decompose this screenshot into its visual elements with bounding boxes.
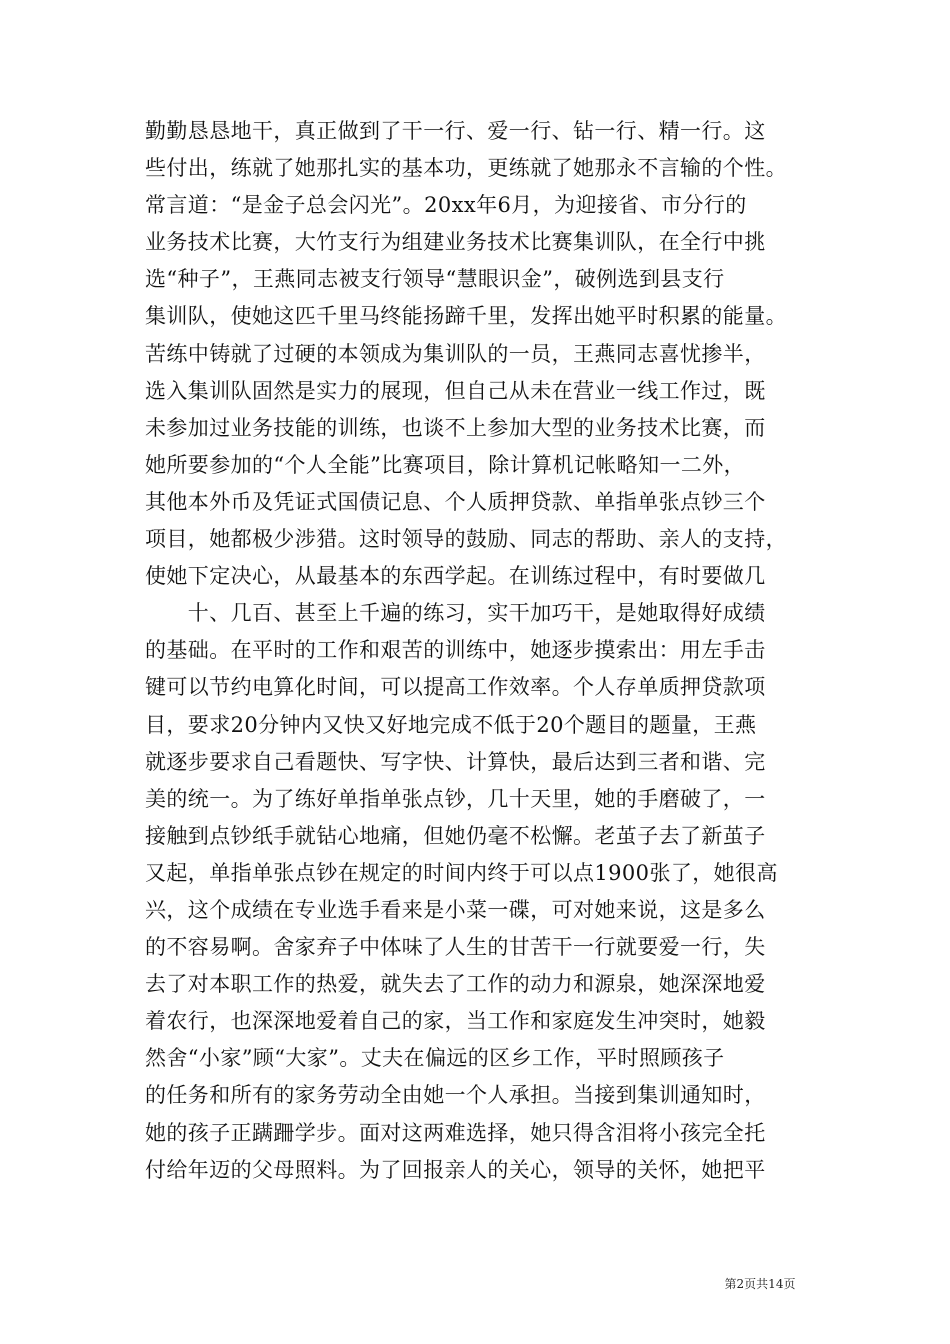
text-line: 的任务和所有的家务劳动全由她一个人承担。当接到集训通知时， bbox=[145, 1083, 766, 1108]
text-line: 又起，单指单张点钞在规定的时间内终于可以点1900张了，她很高 bbox=[145, 860, 778, 885]
text-line: 着农行，也深深地爱着自己的家，当工作和家庭发生冲突时，她毅 bbox=[145, 1009, 766, 1034]
text-line: 使她下定决心，从最基本的东西学起。在训练过程中，有时要做几 bbox=[145, 564, 766, 589]
text-line: 的基础。在平时的工作和艰苦的训练中，她逐步摸索出：用左手击 bbox=[145, 638, 766, 663]
text-line: 其他本外币及凭证式国债记息、个人质押贷款、单指单张点钞三个 bbox=[145, 489, 766, 514]
text-line: 接触到点钞纸手就钻心地痛，但她仍毫不松懈。老茧子去了新茧子 bbox=[145, 823, 766, 848]
text-line: 常言道：“是金子总会闪光”。20xx年6月，为迎接省、市分行的 bbox=[145, 193, 747, 218]
text-line: 目，要求20分钟内又快又好地完成不低于20个题目的题量，王燕 bbox=[145, 712, 757, 737]
text-line: 业务技术比赛，大竹支行为组建业务技术比赛集训队，在全行中挑 bbox=[145, 230, 766, 255]
text-line: 就逐步要求自己看题快、写字快、计算快，最后达到三者和谐、完 bbox=[145, 749, 766, 774]
text-line: 她所要参加的“个人全能”比赛项目，除计算机记帐略知一二外， bbox=[145, 452, 746, 477]
text-line: 她的孩子正蹒跚学步。面对这两难选择，她只得含泪将小孩完全托 bbox=[145, 1120, 766, 1145]
text-line: 的不容易啊。舍家弃子中体味了人生的甘苦干一行就要爱一行，失 bbox=[145, 935, 766, 960]
page-number: 第2页共14页 bbox=[724, 1277, 796, 1291]
text-line: 去了对本职工作的热爱，就失去了工作的动力和源泉，她深深地爱 bbox=[145, 972, 766, 997]
text-line: 未参加过业务技能的训练，也谈不上参加大型的业务技术比赛，而 bbox=[145, 415, 766, 440]
text-line: 项目，她都极少涉猎。这时领导的鼓励、同志的帮助、亲人的支持， bbox=[145, 527, 787, 552]
text-line: 十、几百、甚至上千遍的练习，实干加巧干，是她取得好成绩 bbox=[145, 601, 766, 626]
text-line: 美的统一。为了练好单指单张点钞，几十天里，她的手磨破了，一 bbox=[145, 786, 766, 811]
text-line: 选“种子”，王燕同志被支行领导“慧眼识金”，破例选到县支行 bbox=[145, 267, 725, 292]
text-line: 选入集训队固然是实力的展现，但自己从未在营业一线工作过，既 bbox=[145, 378, 766, 403]
text-line: 然舍“小家”顾“大家”。丈夫在偏远的区乡工作，平时照顾孩子 bbox=[145, 1046, 725, 1071]
body-text bbox=[145, 113, 815, 1189]
text-line: 苦练中铸就了过硬的本领成为集训队的一员，王燕同志喜忧掺半， bbox=[145, 341, 766, 366]
text-line: 勤勤恳恳地干，真正做到了干一行、爱一行、钻一行、精一行。这 bbox=[145, 119, 766, 143]
text-line: 兴，这个成绩在专业选手看来是小菜一碟，可对她来说，这是多么 bbox=[145, 897, 766, 922]
text-line: 些付出，练就了她那扎实的基本功，更练就了她那永不言输的个性。 bbox=[145, 156, 787, 181]
text-line: 集训队，使她这匹千里马终能扬蹄千里，发挥出她平时积累的能量。 bbox=[145, 304, 787, 329]
text-line: 键可以节约电算化时间，可以提高工作效率。个人存单质押贷款项 bbox=[145, 675, 766, 700]
text-line: 付给年迈的父母照料。为了回报亲人的关心，领导的关怀，她把平 bbox=[145, 1157, 766, 1182]
